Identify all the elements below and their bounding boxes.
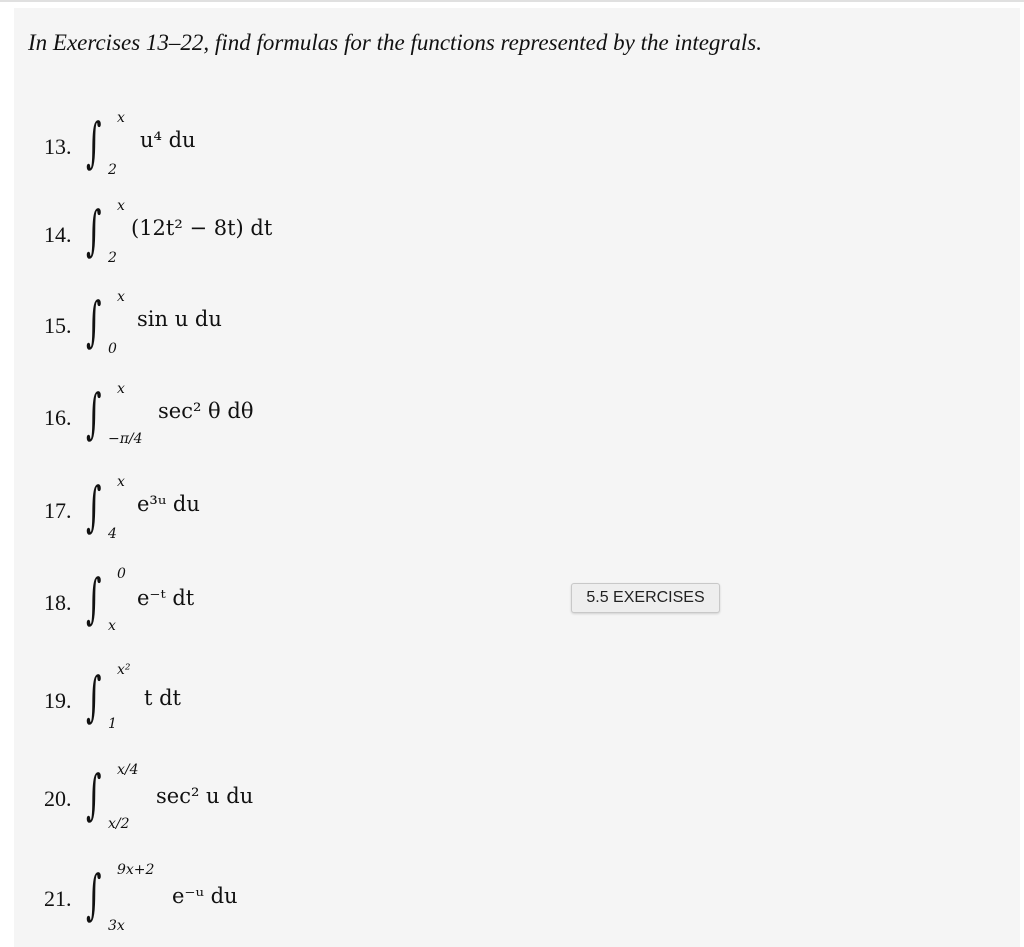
integral-sign: ∫: [86, 567, 102, 630]
exercise-17: [0, 474, 700, 554]
integrand: u⁴ du: [140, 128, 196, 152]
exercise-21: [0, 860, 700, 940]
integral-sign: ∫: [86, 290, 102, 353]
integrand: sec² u du: [156, 784, 254, 808]
lower-limit: 2: [108, 250, 117, 266]
exercise-number: 18.: [44, 590, 72, 615]
upper-limit: x: [117, 474, 125, 490]
exercise-number: 13.: [44, 134, 72, 159]
lower-limit: 3x: [108, 918, 125, 934]
integrand: e⁻ᵗ dt: [137, 586, 195, 610]
lower-limit: −π/4: [108, 431, 143, 447]
exercise-number: 17.: [44, 498, 72, 523]
exercise-number: 20.: [44, 786, 72, 811]
upper-limit: 0: [117, 566, 126, 582]
integrand: e³ᵘ du: [137, 492, 200, 516]
upper-limit: x: [117, 289, 125, 305]
exercise-number: 21.: [44, 886, 72, 911]
exercise-heading: In Exercises 13–22, find formulas for the functions represented by the integrals.: [28, 30, 762, 55]
lower-limit: 0: [108, 341, 117, 357]
integrand: sin u du: [137, 307, 222, 331]
lower-limit: x/2: [108, 816, 130, 832]
section-badge[interactable]: 5.5 EXERCISES: [571, 583, 720, 613]
integral-sign: ∫: [86, 475, 102, 538]
integral-sign: ∫: [86, 863, 102, 926]
integral-sign: ∫: [86, 111, 102, 174]
exercise-number: 16.: [44, 405, 72, 430]
upper-limit: x: [117, 198, 125, 214]
integrand: (12t² − 8t) dt: [131, 216, 273, 240]
integral-sign: ∫: [86, 665, 102, 728]
exercise-14: [0, 198, 700, 278]
lower-limit: 4: [108, 526, 117, 542]
integral-sign: ∫: [86, 382, 102, 445]
lower-limit: x: [108, 618, 116, 634]
exercise-16: [0, 381, 700, 461]
exercise-number: 15.: [44, 313, 72, 338]
exercise-number: 14.: [44, 222, 72, 247]
lower-limit: 1: [108, 716, 117, 732]
exercise-20: [0, 760, 700, 840]
upper-limit: x: [117, 110, 125, 126]
upper-limit: x/4: [117, 762, 139, 778]
lower-limit: 2: [108, 162, 117, 178]
exercise-15: [0, 289, 700, 369]
integrand: e⁻ᵘ du: [172, 884, 238, 908]
exercise-19: [0, 658, 700, 738]
integrand: sec² θ dθ: [158, 399, 254, 423]
integrand: t dt: [144, 686, 181, 710]
upper-limit: x²: [117, 662, 131, 678]
exercise-number: 19.: [44, 688, 72, 713]
top-rule: [0, 0, 1024, 2]
integral-sign: ∫: [86, 199, 102, 262]
upper-limit: 9x+2: [117, 862, 155, 878]
exercise-13: [0, 110, 700, 190]
integral-sign: ∫: [86, 763, 102, 826]
upper-limit: x: [117, 381, 125, 397]
